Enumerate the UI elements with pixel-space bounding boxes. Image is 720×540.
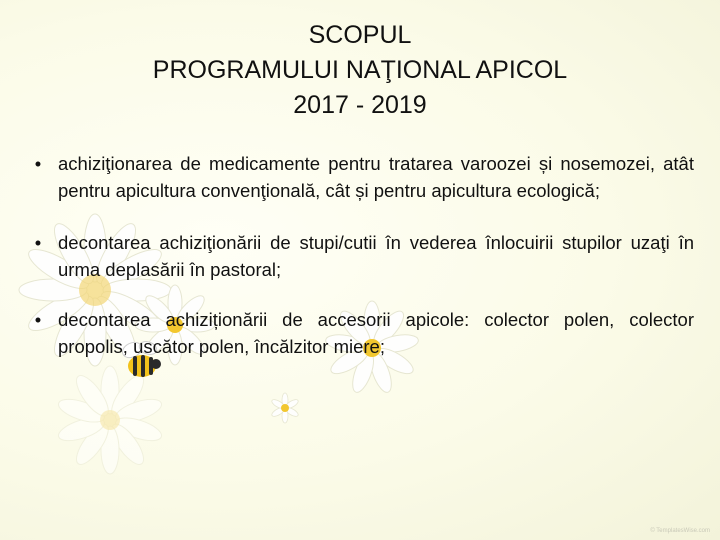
- watermark: © TemplatesWise.com: [650, 528, 710, 534]
- bullet-text: decontarea achiziționării de accesorii apicole: colector polen, colector propolis, uscător polen, încălzitor miere;: [58, 309, 694, 357]
- bullet-text: decontarea achiziţionării de stupi/cutii în vederea înlocuirii stupilor uzaţi în urma deplasării în pastoral;: [58, 232, 694, 280]
- bullet-list: [30, 150, 694, 385]
- bullet-item: [30, 150, 694, 204]
- bullet-icon: •: [34, 309, 42, 330]
- bullet-item: [30, 306, 694, 360]
- title-line-1: SCOPUL: [308, 21, 412, 49]
- slide-title: [0, 18, 720, 123]
- bullet-icon: •: [34, 232, 42, 253]
- title-line-2: PROGRAMULUI NAŢIONAL APICOL: [152, 56, 568, 84]
- bullet-text: achiziţionarea de medicamente pentru tratarea varoozei și nosemozei, atât pentru apicultura convenţională, cât și pentru apicultura ecologică;: [58, 153, 694, 201]
- title-line-3: 2017 - 2019: [293, 91, 427, 119]
- bullet-icon: •: [34, 153, 42, 174]
- bullet-item: [30, 229, 694, 283]
